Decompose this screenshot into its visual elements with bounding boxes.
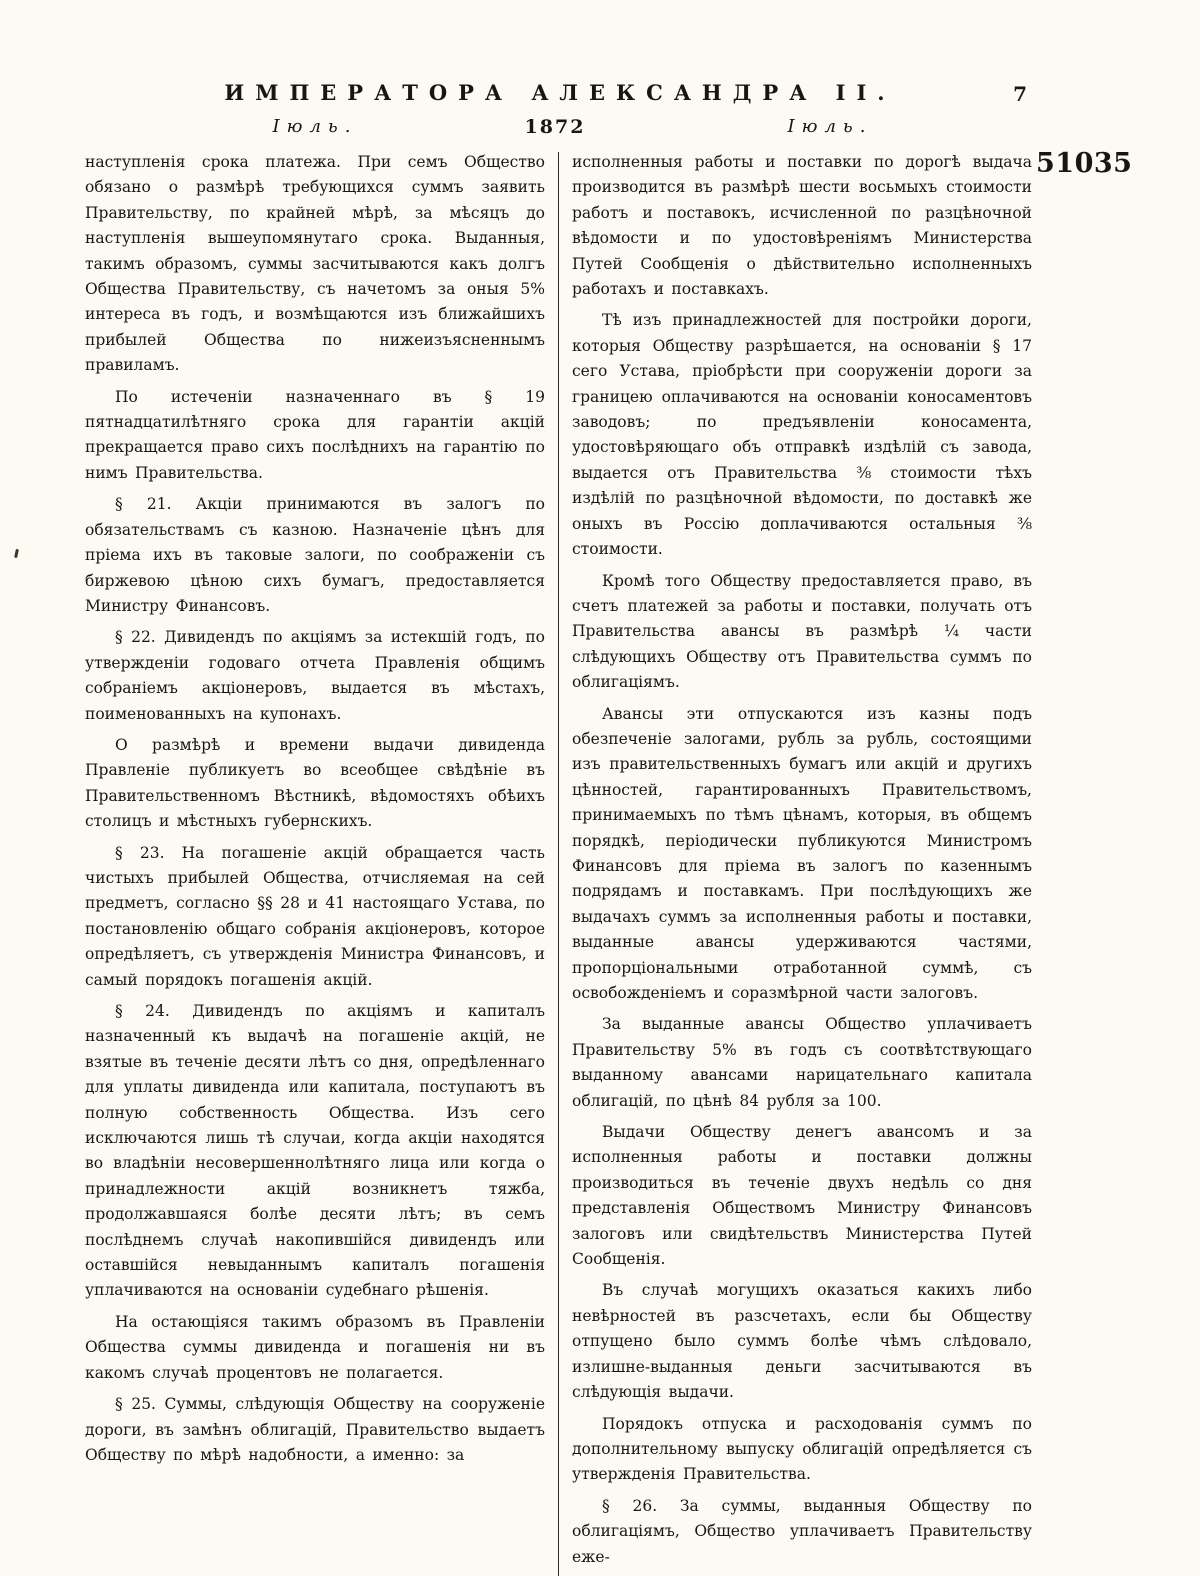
column-divider bbox=[558, 152, 559, 1576]
paragraph: Кромѣ того Обществу предоставляется право, въ счетъ платежей за работы и поставки, получать отъ Правительства авансы въ размѣрѣ ¼ части слѣдующихъ Обществу отъ Правительства суммъ по облигаціямъ. bbox=[572, 571, 1032, 692]
paragraph: По истеченіи назначеннаго въ § 19 пятнадцатилѣтняго срока для гарантіи акцій прекращается право сихъ послѣднихъ на гарантію по нимъ Правительства. bbox=[85, 387, 545, 482]
paragraph: О размѣрѣ и времени выдачи дивиденда Правленіе публикуетъ во всеобщее свѣдѣніе въ Правительственномъ Вѣстникѣ, вѣдомостяхъ обѣихъ столицъ и мѣстныхъ губернскихъ. bbox=[85, 735, 545, 831]
margin-mark bbox=[14, 549, 19, 558]
paragraph: Порядокъ отпуска и расходованія суммъ по дополнительному выпуску облигацій опредѣляется съ утвержденія Правительства. bbox=[572, 1414, 1032, 1484]
paragraph: Тѣ изъ принадлежностей для постройки дороги, которыя Обществу разрѣшается, на основаніи § 17 сего Устава, пріобрѣсти при сооруженіи дороги за границею оплачиваются на основаніи коносаментовъ заводовъ; по предъявленіи коносамента, удостовѣряющаго объ отправкѣ издѣлій съ завода, выдается отъ Правительства ⅜ стоимости тѣхъ издѣлій по разцѣночной вѣдомости, по доставкѣ же оныхъ въ Россію доплачиваются остальныя ⅜ стоимости. bbox=[572, 311, 1032, 559]
act-number: 51035 bbox=[1036, 148, 1133, 179]
month-label-left: Іюль. bbox=[272, 116, 358, 137]
date-row bbox=[85, 116, 1035, 146]
running-title: ИМПЕРАТОРА АЛЕКСАНДРА II. bbox=[224, 80, 896, 105]
right-column bbox=[572, 150, 1032, 1576]
paragraph: На остающіяся такимъ образомъ въ Правленіи Общества суммы дивиденда и погашенія ни въ какомъ случаѣ процентовъ не полагается. bbox=[85, 1312, 545, 1382]
paragraph: Авансы эти отпускаются изъ казны подъ обезпеченіе залогами, рубль за рубль, состоящими изъ правительственныхъ бумагъ или акцій и другихъ цѣнностей, гарантированныхъ Правительствомъ, принимаемыхъ по тѣмъ цѣнамъ, которыя, въ общемъ порядкѣ, періодически публикуются Министромъ Финансовъ для пріема въ залогъ по казеннымъ подрядамъ и поставкамъ. При послѣдующихъ же выдачахъ суммъ за исполненныя работы и поставки, выданные авансы удерживаются частями, пропорціональными отработанной суммѣ, съ освобожденіемъ и соразмѣрной части залоговъ. bbox=[572, 704, 1032, 1002]
paragraph: § 21. Акціи принимаются въ залогъ по обязательствамъ съ казною. Назначеніе цѣнъ для пріема ихъ въ таковые залоги, по соображеніи съ биржевою цѣною сихъ бумагъ, предоставляется Министру Финансовъ. bbox=[85, 495, 545, 615]
month-label-right: Іюль. bbox=[787, 116, 873, 137]
paragraph: § 25. Суммы, слѣдующія Обществу на сооруженіе дороги, въ замѣнъ облигацій, Правительство выдаетъ Обществу по мѣрѣ надобности, а именно: за bbox=[85, 1395, 545, 1464]
paragraph: § 23. На погашеніе акцій обращается часть чистыхъ прибылей Общества, отчисляемая на сей предметъ, согласно §§ 28 и 41 настоящаго Устава, по постановленію общаго собранія акціонеровъ, которое опредѣляетъ, съ утвержденія Министра Финансовъ, и самый порядокъ погашенія акцій. bbox=[85, 843, 545, 989]
year-label: 1872 bbox=[524, 116, 586, 138]
paragraph: Въ случаѣ могущихъ оказаться какихъ либо невѣрностей въ разсчетахъ, если бы Обществу отпущено было суммъ болѣе чѣмъ слѣдовало, излишне-выданныя деньги засчитываются въ слѣдующія выдачи. bbox=[572, 1281, 1032, 1402]
left-column bbox=[85, 150, 545, 1576]
paragraph: § 26. За суммы, выданныя Обществу по облигаціямъ, Общество уплачиваетъ Правительству еже- bbox=[572, 1496, 1032, 1566]
page-header bbox=[85, 80, 1035, 105]
paragraph: наступленія срока платежа. При семъ Общество обязано о размѣрѣ требующихся суммъ заявить Правительству, по крайней мѣрѣ, за мѣсяцъ до наступленія вышеупомянутаго срока. Выданныя, такимъ образомъ, суммы засчитываются какъ долгъ Общества Правительству, съ начетомъ за оныя 5% интереса въ годъ, и возмѣщаются изъ ближайшихъ прибылей Общества по нижеизъясненнымъ правиламъ. bbox=[85, 153, 545, 375]
page-number: 7 bbox=[1013, 82, 1027, 106]
paragraph: Выдачи Обществу денегъ авансомъ и за исполненныя работы и поставки должны производиться въ теченіе двухъ недѣль со дня представленія Обществомъ Министру Финансовъ залоговъ или свидѣтельствъ Министерства Путей Сообщенія. bbox=[572, 1123, 1032, 1269]
paragraph: За выданные авансы Общество уплачиваетъ Правительству 5% въ годъ съ соотвѣтствующаго выданному авансами нарицательнаго капитала облигацій, по цѣнѣ 84 рубля за 100. bbox=[572, 1015, 1032, 1110]
paragraph: § 22. Дивидендъ по акціямъ за истекшій годъ, по утвержденіи годоваго отчета Правленія общимъ собраніемъ акціонеровъ, выдается въ мѣстахъ, поименованныхъ на купонахъ. bbox=[85, 628, 545, 723]
text-columns bbox=[85, 150, 1035, 1576]
paragraph: § 24. Дивидендъ по акціямъ и капиталъ назначенный къ выдачѣ на погашеніе акцій, не взятые въ теченіе десяти лѣтъ со дня, опредѣленнаго для уплаты дивиденда или капитала, поступаютъ въ полную собственность Общества. Изъ сего исключаются лишь тѣ случаи, когда акціи находятся во владѣніи несовершеннолѣтняго лица или когда о принадлежности акцій возникнетъ тяжба, продолжавшаяся болѣе десяти лѣтъ; въ семъ послѣднемъ случаѣ накопившійся дивидендъ или оставшійся невыданнымъ капиталъ погашенія уплачиваются на основаніи судебнаго рѣшенія. bbox=[85, 1002, 545, 1300]
paragraph: исполненныя работы и поставки по дорогѣ выдача производится въ размѣрѣ шести восьмыхъ стоимости работъ и поставокъ, исчисленной по разцѣночной вѣдомости и по удостовѣреніямъ Министерства Путей Сообщенія о дѣйствительно исполненныхъ работахъ и поставкахъ. bbox=[572, 153, 1032, 299]
